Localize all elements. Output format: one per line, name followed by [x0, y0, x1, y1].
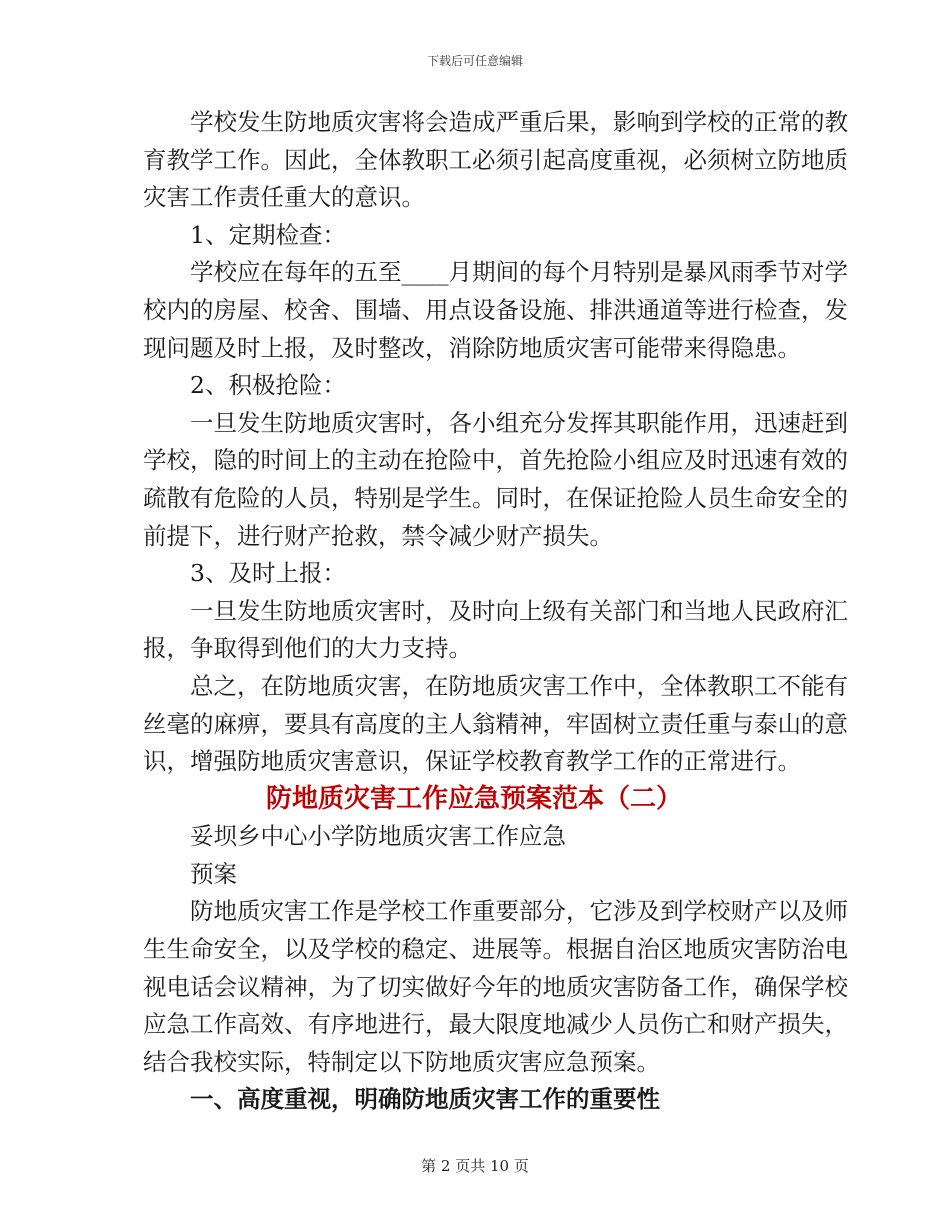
document-body [143, 104, 848, 1119]
paragraph-line: 预案 [190, 859, 237, 888]
paragraph-line: 报，争取得到他们的大力支持。 [143, 634, 472, 663]
paragraph-line: 学校应在每年的五至____月期间的每个月特别是暴风雨季节对学 [190, 258, 848, 287]
paragraph-line: 育教学工作。因此，全体教职工必须引起高度重视，必须树立防地质 [143, 145, 848, 174]
page-header: 下载后可任意编辑 [426, 54, 523, 68]
section-heading-1: 1、定期检查： [190, 220, 346, 249]
paragraph-line: 总之，在防地质灾害，在防地质灾害工作中，全体教职工不能有 [190, 671, 848, 700]
paragraph-line: 防地质灾害工作是学校工作重要部分，它涉及到学校财产以及师 [190, 897, 848, 926]
paragraph-line: 识，增强防地质灾害意识，保证学校教育教学工作的正常进行。 [143, 747, 801, 776]
paragraph-line: 应急工作高效、有序地进行，最大限度地减少人员伤亡和财产损失， [143, 1010, 848, 1039]
paragraph-line: 疏散有危险的人员，特别是学生。同时，在保证抢险人员生命安全的 [143, 483, 848, 512]
page-footer: 第 2 页共 10 页 [421, 1157, 529, 1175]
paragraph-line: 生生命安全，以及学校的稳定、进展等。根据自治区地质灾害防治电 [143, 935, 848, 964]
paragraph-line: 丝毫的麻痹，要具有高度的主人翁精神，牢固树立责任重与泰山的意 [143, 709, 848, 738]
section-heading-bold: 一、高度重视，明确防地质灾害工作的重要性 [190, 1085, 660, 1114]
paragraph-line: 前提下，进行财产抢救，禁令减少财产损失。 [143, 521, 613, 550]
paragraph-line: 校内的房屋、校舍、围墙、用点设备设施、排洪通道等进行检查，发 [143, 295, 848, 324]
paragraph-line: 一旦发生防地质灾害时，各小组充分发挥其职能作用，迅速赶到 [190, 408, 848, 437]
paragraph-line: 现问题及时上报，及时整改，消除防地质灾害可能带来得隐患。 [143, 333, 801, 362]
paragraph-line: 学校，隐的时间上的主动在抢险中，首先抢险小组应及时迅速有效的 [143, 446, 848, 475]
section-heading-2: 2、积极抢险： [190, 371, 346, 400]
paragraph-line: 视电话会议精神，为了切实做好今年的地质灾害防备工作，确保学校 [143, 972, 848, 1001]
document-title: 防地质灾害工作应急预案范本（二） [265, 783, 682, 814]
paragraph-line: 一旦发生防地质灾害时，及时向上级有关部门和当地人民政府汇 [190, 596, 848, 625]
paragraph-line: 灾害工作责任重大的意识。 [143, 183, 425, 212]
section-heading-3: 3、及时上报： [190, 559, 346, 588]
paragraph-line: 学校发生防地质灾害将会造成严重后果，影响到学校的正常的教 [190, 108, 848, 136]
paragraph-line: 妥坝乡中心小学防地质灾害工作应急 [190, 822, 566, 851]
paragraph-line: 结合我校实际，特制定以下防地质灾害应急预案。 [143, 1047, 660, 1076]
